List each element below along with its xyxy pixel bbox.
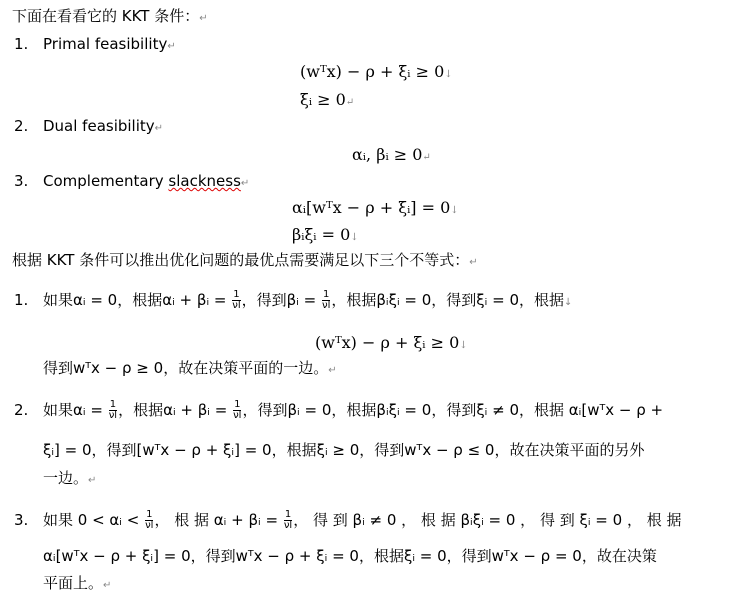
fraction-denominator: νl bbox=[321, 300, 331, 311]
paragraph-mark: ↵ bbox=[103, 580, 112, 591]
line-break-mark: ↓ bbox=[564, 297, 573, 308]
paragraph-mark: ↵ bbox=[345, 97, 355, 108]
paragraph-mark: ↵ bbox=[240, 178, 250, 189]
section-number: 1. bbox=[14, 35, 29, 53]
section-title: Primal feasibility bbox=[43, 35, 168, 53]
item-text: ξᵢ] = 0，得到[wᵀx − ρ + ξᵢ] = 0，根据ξᵢ ≥ 0，得到wᵀx − ρ ≤ 0，故在决策平面的另外 bbox=[43, 441, 645, 459]
item-text: ，根据βᵢξᵢ = 0，得到ξᵢ = 0，根据 bbox=[331, 291, 564, 309]
paragraph-mark: ↵ bbox=[422, 152, 431, 163]
item-text: αᵢ[wᵀx − ρ + ξᵢ] = 0，得到wᵀx − ρ + ξᵢ = 0，根据ξᵢ = 0，得到wᵀx − ρ = 0，故在决策 bbox=[43, 547, 657, 565]
item-number: 1. bbox=[14, 291, 29, 309]
fraction bbox=[322, 290, 330, 311]
equation-text: αᵢ, βᵢ ≥ 0 bbox=[352, 145, 423, 164]
paragraph-mark: ↵ bbox=[469, 257, 478, 268]
item-1-line-2 bbox=[43, 358, 337, 381]
equation-text: αᵢ[wᵀx − ρ + ξᵢ] = 0 bbox=[292, 198, 451, 217]
paragraph-mark: ↵ bbox=[167, 41, 176, 52]
item-number: 2. bbox=[14, 401, 29, 419]
line-break-mark: ↓ bbox=[459, 340, 468, 351]
paragraph-mark: ↵ bbox=[199, 13, 208, 24]
fraction-denominator: νl bbox=[232, 300, 241, 311]
intro-line bbox=[12, 6, 208, 29]
item-text: 如果αᵢ = 0，根据αᵢ + βᵢ = bbox=[43, 291, 232, 309]
line-break-mark: ↓ bbox=[350, 232, 359, 243]
fraction-numerator: 1 bbox=[284, 509, 292, 520]
item-text: 如果 0 < αᵢ < bbox=[43, 511, 145, 529]
fraction bbox=[232, 290, 240, 311]
fraction-denominator: νl bbox=[283, 520, 293, 531]
equation-primal-2 bbox=[300, 90, 354, 113]
fraction bbox=[284, 510, 292, 531]
item-3-line-3 bbox=[43, 573, 111, 596]
item-text: 一边。 bbox=[43, 469, 89, 487]
line-break-mark: ↓ bbox=[450, 205, 459, 216]
item-1-equation bbox=[315, 333, 468, 356]
section-title: Dual feasibility bbox=[43, 117, 155, 135]
section-number: 2. bbox=[14, 117, 29, 135]
item-3-line-2 bbox=[43, 546, 657, 566]
equation-text: βᵢξᵢ = 0 bbox=[292, 225, 351, 244]
paragraph-mark: ↵ bbox=[154, 123, 164, 134]
item-text: ， 得 到 βᵢ ≠ 0 ， 根 据 βᵢξᵢ = 0 ， 得 到 ξᵢ = 0 ， 根 据 bbox=[293, 511, 682, 529]
fraction bbox=[233, 400, 241, 421]
equation-slack-2 bbox=[292, 225, 359, 248]
fraction bbox=[145, 510, 153, 531]
fraction-numerator: 1 bbox=[322, 289, 330, 300]
item-text: 平面上。 bbox=[43, 574, 104, 592]
line-break-mark: ↓ bbox=[444, 69, 453, 80]
equation-text: (wᵀx) − ρ + ξᵢ ≥ 0 bbox=[300, 62, 445, 81]
paragraph-mark: ↵ bbox=[328, 365, 337, 376]
item-text: 得到wᵀx − ρ ≥ 0，故在决策平面的一边。 bbox=[43, 359, 329, 377]
equation-dual bbox=[352, 145, 431, 168]
equation-text: ξᵢ ≥ 0 bbox=[300, 90, 346, 109]
item-text: ，得到βᵢ = 0，根据βᵢξᵢ = 0，得到ξᵢ ≠ 0，根据 αᵢ[wᵀx − ρ + bbox=[242, 401, 664, 419]
equation-slack-1 bbox=[292, 198, 459, 221]
equation-text: (wᵀx) − ρ + ξᵢ ≥ 0 bbox=[315, 333, 460, 352]
fraction bbox=[109, 400, 117, 421]
item-text: ，根据αᵢ + βᵢ = bbox=[118, 401, 233, 419]
fraction-numerator: 1 bbox=[234, 399, 241, 410]
fraction-numerator: 1 bbox=[233, 289, 240, 300]
fraction-numerator: 1 bbox=[146, 509, 153, 520]
item-2-line-2 bbox=[43, 440, 644, 460]
equation-primal-1 bbox=[300, 62, 453, 85]
fraction-numerator: 1 bbox=[109, 399, 117, 410]
intro-text: 下面在看看它的 KKT 条件： bbox=[12, 7, 200, 25]
section-title-spellcheck: slackness bbox=[168, 172, 241, 190]
summary-text: 根据 KKT 条件可以推出优化问题的最优点需要满足以下三个不等式： bbox=[12, 251, 470, 269]
item-text: 如果αᵢ = bbox=[43, 401, 108, 419]
fraction-denominator: νl bbox=[233, 410, 242, 421]
fraction-denominator: νl bbox=[145, 520, 154, 531]
paragraph-mark: ↵ bbox=[88, 475, 97, 486]
section-title: Complementary bbox=[43, 172, 169, 190]
summary-line bbox=[12, 250, 478, 273]
item-text: ， 根 据 αᵢ + βᵢ = bbox=[154, 511, 283, 529]
fraction-denominator: νl bbox=[108, 410, 118, 421]
item-number: 3. bbox=[14, 511, 29, 529]
item-text: ，得到βᵢ = bbox=[241, 291, 321, 309]
section-number: 3. bbox=[14, 172, 29, 190]
item-2-line-3 bbox=[43, 468, 96, 491]
